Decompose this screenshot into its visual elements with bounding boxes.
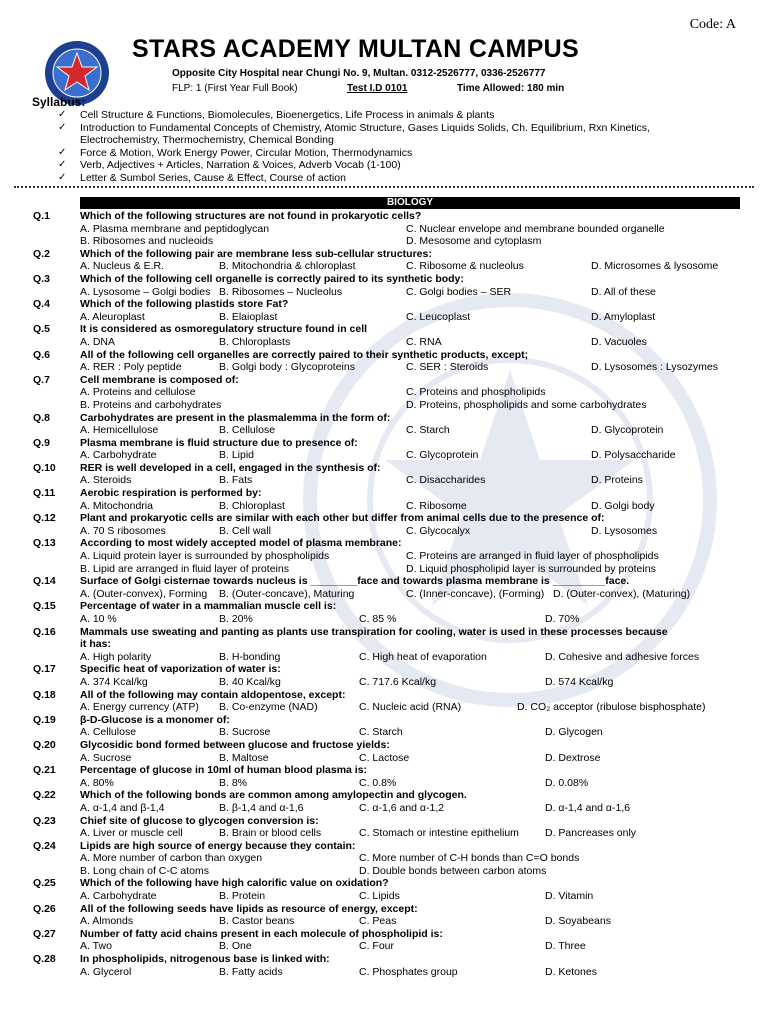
question-number: Q.12 (33, 512, 56, 525)
option-row (33, 915, 743, 928)
question-text: Percentage of water in a mammalian muscle cell is: (80, 600, 337, 613)
answer-option[interactable]: B. Protein (219, 890, 266, 903)
question-item (33, 626, 743, 664)
option-row (33, 223, 743, 236)
question-item (33, 689, 743, 714)
question-number: Q.6 (33, 348, 50, 361)
option-row (33, 777, 743, 790)
syllabus-item: ✓ Verb, Adjectives + Articles, Narration & Voices, Adverb Vocab (1-100) (58, 159, 401, 171)
question-number: Q.28 (33, 953, 56, 966)
option-row (33, 399, 743, 412)
answer-option[interactable]: C. 717.6 Kcal/kg (359, 675, 437, 688)
option-row (33, 726, 743, 739)
question-text-continuation: it has: (80, 638, 111, 651)
answer-option[interactable]: D. 574 Kcal/kg (545, 675, 614, 688)
answer-option[interactable]: A. 80% (80, 776, 114, 789)
answer-option[interactable]: B. Co-enzyme (NAD) (219, 701, 318, 714)
answer-option[interactable]: C. 0.8% (359, 776, 397, 789)
question-number: Q.24 (33, 839, 56, 852)
answer-option[interactable]: A. Liver or muscle cell (80, 827, 183, 840)
answer-option[interactable]: A. Mitochondria (80, 499, 153, 512)
answer-option[interactable]: B. Chloroplast (219, 499, 285, 512)
question-text: Lipids are high source of energy because they contain: (80, 839, 356, 852)
option-row (33, 940, 743, 953)
answer-option[interactable]: A. More number of carbon than oxygen (80, 852, 263, 865)
answer-option[interactable]: D. Lysosomes : Lysozymes (591, 361, 719, 374)
answer-option[interactable]: A. Two (80, 940, 112, 953)
question-text: Which of the following structures are not found in prokaryotic cells? (80, 210, 422, 222)
question-item (33, 789, 743, 814)
syllabus-item: ✓ Force & Motion, Work Energy Power, Circular Motion, Thermodynamics (58, 146, 413, 159)
answer-option[interactable]: B. 8% (219, 776, 248, 789)
answer-option[interactable]: A. Proteins and cellulose (80, 386, 196, 399)
question-item (33, 600, 743, 625)
option-row (33, 827, 743, 840)
answer-option[interactable]: D. CO₂ acceptor (ribulose bisphosphate) (517, 701, 706, 714)
question-item (33, 840, 743, 878)
option-row (33, 563, 743, 576)
question-item (33, 437, 743, 462)
option-row (33, 260, 743, 273)
answer-option[interactable]: B. Mitochondria & chloroplast (219, 260, 356, 273)
question-item (33, 512, 743, 537)
answer-option[interactable]: C. More number of C-H bonds than C=O bonds (359, 852, 580, 865)
question-text: It is considered as osmoregulatory structure found in cell (80, 323, 368, 336)
question-number: Q.26 (33, 902, 56, 915)
question-item (33, 210, 743, 248)
option-row (33, 890, 743, 903)
answer-option[interactable]: B. Ribosomes and nucleoids (80, 235, 214, 248)
answer-option[interactable]: A. Carbohydrate (80, 890, 157, 903)
answer-option[interactable]: A. Steroids (80, 474, 132, 487)
answer-option[interactable]: D. Proteins, phospholipids and some carbohydrates (406, 398, 647, 411)
question-number: Q.21 (33, 764, 56, 777)
option-row (33, 361, 743, 374)
answer-option[interactable]: D. 70% (545, 613, 580, 625)
section-header-biology: BIOLOGY (80, 197, 740, 209)
syllabus-item: ✓ Introduction to Fundamental Concepts of Chemistry, Atomic Structure, Gases Liquids Solids, Ch. Equilibrium, Rxn Kinetics, (58, 121, 650, 134)
question-number: Q.13 (33, 537, 56, 550)
answer-option[interactable]: D. α-1,4 and α-1,6 (545, 801, 631, 814)
checkmark-icon: ✓ (58, 146, 67, 158)
answer-option[interactable]: B. Cellulose (219, 424, 276, 437)
answer-option[interactable]: A. 70 S ribosomes (80, 524, 166, 537)
syllabus-heading: Syllabus: (32, 95, 86, 109)
answer-option[interactable]: B. β-1,4 and α-1,6 (219, 801, 304, 814)
question-text: Carbohydrates are present in the plasmalemma in the form of: (80, 411, 391, 424)
answer-option[interactable]: D. Liquid phospholipid layer is surrounded by proteins (406, 562, 656, 575)
question-item (33, 462, 743, 487)
question-item (33, 815, 743, 840)
answer-option[interactable]: B. Lipid are arranged in fluid layer of proteins (80, 562, 289, 575)
answer-option[interactable]: C. Leucoplast (406, 310, 471, 323)
answer-option[interactable]: C. Nucleic acid (RNA) (359, 701, 462, 714)
answer-option[interactable]: C. α-1,6 and α-1,2 (359, 801, 445, 814)
option-row (33, 474, 743, 487)
option-row (33, 651, 743, 664)
question-text: Which of the following plastids store Fat? (80, 298, 289, 311)
time-allowed: Time Allowed: 180 min (457, 83, 565, 94)
question-number: Q.18 (33, 688, 56, 701)
answer-option[interactable]: A. Aleuroplast (80, 310, 145, 323)
question-text: Which of the following bonds are common among amylopectin and glycogen. (80, 789, 467, 802)
answer-option[interactable]: D. Lysosomes (591, 524, 658, 537)
question-number: Q.19 (33, 713, 56, 726)
answer-option[interactable]: D. Glycoprotein (591, 424, 664, 437)
answer-option[interactable]: D. Double bonds between carbon atoms (359, 864, 547, 877)
question-text: All of the following seeds have lipids as resource of energy, except: (80, 902, 418, 915)
option-row (33, 752, 743, 765)
answer-option[interactable]: B. 20% (219, 613, 253, 625)
answer-option[interactable]: C. Ribosome (406, 499, 467, 512)
question-item (33, 714, 743, 739)
option-row (33, 613, 743, 626)
question-number: Q.23 (33, 814, 56, 827)
question-item (33, 877, 743, 902)
option-row (33, 588, 743, 601)
question-text: Chief site of glucose to glycogen conversion is: (80, 814, 319, 827)
answer-option[interactable]: A. α-1,4 and β-1,4 (80, 801, 165, 814)
answer-option[interactable]: A. Nucleus & E.R. (80, 260, 165, 273)
question-text: Plant and prokaryotic cells are similar with each other but differ from animal cells due to the presence of: (80, 512, 605, 525)
answer-option[interactable]: B. Elaioplast (219, 310, 278, 323)
question-number: Q.2 (33, 247, 50, 260)
question-text: Which of the following cell organelle is correctly paired to its synthetic body: (80, 272, 464, 285)
answer-option[interactable]: B. Golgi body : Glycoproteins (219, 361, 355, 374)
question-number: Q.9 (33, 436, 50, 449)
answer-option[interactable]: B. (Outer-concave), Maturing (219, 587, 355, 600)
answer-option[interactable]: B. Castor beans (219, 915, 295, 928)
question-text: Plasma membrane is fluid structure due to presence of: (80, 436, 358, 449)
answer-option[interactable]: B. Lipid (219, 449, 255, 462)
answer-option[interactable]: C. Glycocalyx (406, 524, 471, 537)
option-row (33, 311, 743, 324)
answer-option[interactable]: A. 10 % (80, 613, 117, 625)
question-item (33, 739, 743, 764)
question-item (33, 764, 743, 789)
question-text: According to most widely accepted model of plasma membrane: (80, 537, 402, 550)
answer-option[interactable]: A. Almonds (80, 915, 134, 928)
option-row (33, 424, 743, 437)
question-text: Percentage of glucose in 10ml of human blood plasma is: (80, 764, 368, 777)
flp-label: FLP: 1 (First Year Full Book) (172, 83, 298, 94)
checkmark-icon: ✓ (58, 159, 67, 170)
syllabus-item-continuation: Electrochemistry, Thermochemistry, Chemical Bonding (80, 134, 334, 146)
answer-option[interactable]: C. SER : Steroids (406, 361, 489, 374)
option-row (33, 386, 743, 399)
question-text: Which of the following pair are membrane less sub-cellular structures: (80, 247, 432, 260)
answer-option[interactable]: B. Fats (219, 474, 253, 487)
answer-option[interactable]: A. Glycerol (80, 965, 132, 978)
answer-option[interactable]: A. High polarity (80, 650, 152, 663)
question-number: Q.7 (33, 373, 50, 386)
answer-option[interactable]: B. 40 Kcal/kg (219, 675, 281, 688)
answer-option[interactable]: B. H-bonding (219, 650, 281, 663)
question-number: Q.25 (33, 877, 56, 890)
question-item (33, 248, 743, 273)
question-number: Q.1 (33, 210, 50, 222)
answer-option[interactable]: D. (Outer-convex), (Maturing) (553, 587, 691, 600)
question-number: Q.8 (33, 411, 50, 424)
answer-option[interactable]: B. Sucrose (219, 726, 271, 739)
answer-option[interactable]: C. Lipids (359, 890, 400, 903)
question-text: Surface of Golgi cisternae towards nucleus is ________face and towards plasma membrane is _________face. (80, 575, 630, 588)
answer-option[interactable]: C. Starch (359, 726, 403, 739)
answer-option[interactable]: C. RNA (406, 335, 442, 348)
option-row (33, 336, 743, 349)
question-text: Number of fatty acid chains present in each molecule of phospholipid is: (80, 927, 443, 940)
answer-option[interactable]: A. Plasma membrane and peptidoglycan (80, 222, 270, 235)
question-number: Q.3 (33, 272, 50, 285)
option-row (33, 449, 743, 462)
answer-option[interactable]: D. 0.08% (545, 776, 589, 789)
answer-option[interactable]: C. 85 % (359, 613, 397, 625)
answer-option[interactable]: B. One (219, 940, 252, 953)
checkmark-icon: ✓ (58, 121, 67, 133)
option-row (33, 802, 743, 815)
question-item (33, 663, 743, 688)
question-item (33, 412, 743, 437)
answer-option[interactable]: B. Cell wall (219, 524, 271, 537)
question-number: Q.20 (33, 738, 56, 751)
question-item (33, 298, 743, 323)
answer-option[interactable]: D. Pancreases only (545, 827, 637, 840)
test-id: Test I.D 0101 (347, 83, 408, 94)
question-number: Q.16 (33, 625, 56, 638)
answer-option[interactable]: B. Proteins and carbohydrates (80, 398, 222, 411)
checkmark-icon: ✓ (58, 171, 67, 183)
answer-option[interactable]: C. Stomach or intestine epithelium (359, 827, 519, 840)
question-number: Q.27 (33, 927, 56, 940)
option-row (33, 286, 743, 299)
question-number: Q.11 (33, 487, 56, 500)
section-divider (14, 186, 754, 188)
syllabus-list (58, 109, 748, 184)
question-text: β-D-Glucose is a monomer of: (80, 713, 230, 726)
answer-option[interactable]: C. Phosphates group (359, 965, 458, 978)
question-item (33, 903, 743, 928)
option-row (33, 500, 743, 513)
institution-address: Opposite City Hospital near Chungi No. 9, Multan. 0312-2526777, 0336-2526777 (172, 68, 546, 79)
question-item (33, 575, 743, 600)
question-item (33, 537, 743, 575)
answer-option[interactable]: C. Proteins are arranged in fluid layer of phospholipids (406, 550, 659, 563)
answer-option[interactable]: C. Ribosome & nucleolus (406, 260, 524, 273)
answer-option[interactable]: D. Ketones (545, 965, 597, 978)
question-text: Cell membrane is composed of: (80, 373, 239, 386)
answer-option[interactable]: C. Golgi bodies – SER (406, 285, 512, 298)
answer-option[interactable]: C. Starch (406, 424, 450, 437)
answer-option[interactable]: A. Sucrose (80, 751, 132, 764)
answer-option[interactable]: A. Liquid protein layer is surrounded by phospholipids (80, 550, 330, 563)
answer-option[interactable]: D. Microsomes & lysosome (591, 260, 719, 273)
paper-code: Code: A (689, 17, 736, 32)
answer-option[interactable]: D. Vitamin (545, 890, 594, 903)
checkmark-icon: ✓ (58, 109, 67, 120)
answer-option[interactable]: C. Peas (359, 915, 397, 928)
option-row (33, 701, 743, 714)
question-text: Which of the following have high calorific value on oxidation? (80, 877, 389, 890)
answer-option[interactable]: C. Four (359, 940, 395, 953)
question-number: Q.15 (33, 600, 56, 613)
answer-option[interactable]: D. Amyloplast (591, 310, 656, 323)
answer-option[interactable]: A. (Outer-convex), Forming (80, 587, 208, 600)
question-text: All of the following may contain aldopentose, except: (80, 688, 346, 701)
answer-option[interactable]: A. 374 Kcal/kg (80, 675, 148, 688)
answer-option[interactable]: D. Polysaccharide (591, 449, 676, 462)
question-text: Mammals use sweating and panting as plants use transpiration for cooling, water is used in these processes because (80, 625, 668, 638)
institution-title: STARS ACADEMY MULTAN CAMPUS (132, 35, 579, 63)
answer-option[interactable]: D. Soyabeans (545, 915, 611, 928)
question-item (33, 273, 743, 298)
question-number: Q.22 (33, 789, 56, 802)
answer-option[interactable]: C. Lactose (359, 751, 410, 764)
answer-option[interactable]: B. Chloroplasts (219, 335, 291, 348)
answer-option[interactable]: A. Cellulose (80, 726, 137, 739)
answer-option[interactable]: D. Dextrose (545, 751, 601, 764)
answer-option[interactable]: D. Mesosome and cytoplasm (406, 235, 542, 248)
answer-option[interactable]: D. Cohesive and adhesive forces (545, 650, 700, 663)
question-item (33, 953, 743, 978)
answer-option[interactable]: D. Three (545, 940, 586, 953)
question-item (33, 323, 743, 348)
answer-option[interactable]: A. Hemicellulose (80, 424, 159, 437)
question-number: Q.4 (33, 298, 50, 311)
answer-option[interactable]: C. (Inner-concave), (Forming) (406, 587, 545, 600)
question-text: Aerobic respiration is performed by: (80, 487, 262, 500)
question-number: Q.10 (33, 461, 56, 474)
question-text: All of the following cell organelles are correctly paired to their synthetic products, except; (80, 348, 529, 361)
option-row (33, 676, 743, 689)
answer-option[interactable]: A. Lysosome – Golgi bodies (80, 285, 211, 298)
option-row (33, 525, 743, 538)
answer-option[interactable]: C. Disaccharides (406, 474, 486, 487)
syllabus-item: ✓ Letter & Sumbol Series, Cause & Effect, Course of action (58, 171, 346, 184)
question-text: RER is well developed in a cell, engaged in the synthesis of: (80, 461, 381, 474)
answer-option[interactable]: C. Proteins and phospholipids (406, 386, 546, 399)
answer-option[interactable]: B. Maltose (219, 751, 269, 764)
option-row (33, 966, 743, 979)
answer-option[interactable]: B. Long chain of C-C atoms (80, 864, 209, 877)
question-text: In phospholipids, nitrogenous base is linked with: (80, 953, 330, 966)
question-number: Q.5 (33, 323, 50, 336)
answer-option[interactable]: A. Energy currency (ATP) (80, 701, 199, 714)
syllabus-item: ✓ Cell Structure & Functions, Biomolecules, Bioenergetics, Life Process in animals & plants (58, 109, 495, 121)
answer-option[interactable]: A. RER : Poly peptide (80, 361, 182, 374)
option-row (33, 550, 743, 563)
question-item (33, 487, 743, 512)
option-row (33, 865, 743, 878)
answer-option[interactable]: C. Glycoprotein (406, 449, 479, 462)
question-item (33, 349, 743, 374)
answer-option[interactable]: D. Vacuoles (591, 335, 647, 348)
option-row (33, 852, 743, 865)
question-item (33, 374, 743, 412)
answer-option[interactable]: D. All of these (591, 285, 656, 298)
question-number: Q.17 (33, 663, 56, 676)
question-number: Q.14 (33, 575, 56, 588)
answer-option[interactable]: B. Brain or blood cells (219, 827, 322, 840)
answer-option[interactable]: C. High heat of evaporation (359, 650, 487, 663)
question-list (33, 210, 743, 978)
option-row (33, 235, 743, 248)
answer-option[interactable]: A. DNA (80, 335, 116, 348)
answer-option[interactable]: B. Fatty acids (219, 965, 283, 978)
answer-option[interactable]: D. Proteins (591, 474, 643, 487)
answer-option[interactable]: D. Glycogen (545, 726, 603, 739)
answer-option[interactable]: C. Nuclear envelope and membrane bounded organelle (406, 222, 665, 235)
answer-option[interactable]: D. Golgi body (591, 499, 655, 512)
answer-option[interactable]: A. Carbohydrate (80, 449, 157, 462)
question-item (33, 928, 743, 953)
question-text: Specific heat of vaporization of water is: (80, 663, 281, 676)
question-text: Glycosidic bond formed between glucose and fructose yields: (80, 738, 390, 751)
answer-option[interactable]: B. Ribosomes – Nucleolus (219, 285, 343, 298)
